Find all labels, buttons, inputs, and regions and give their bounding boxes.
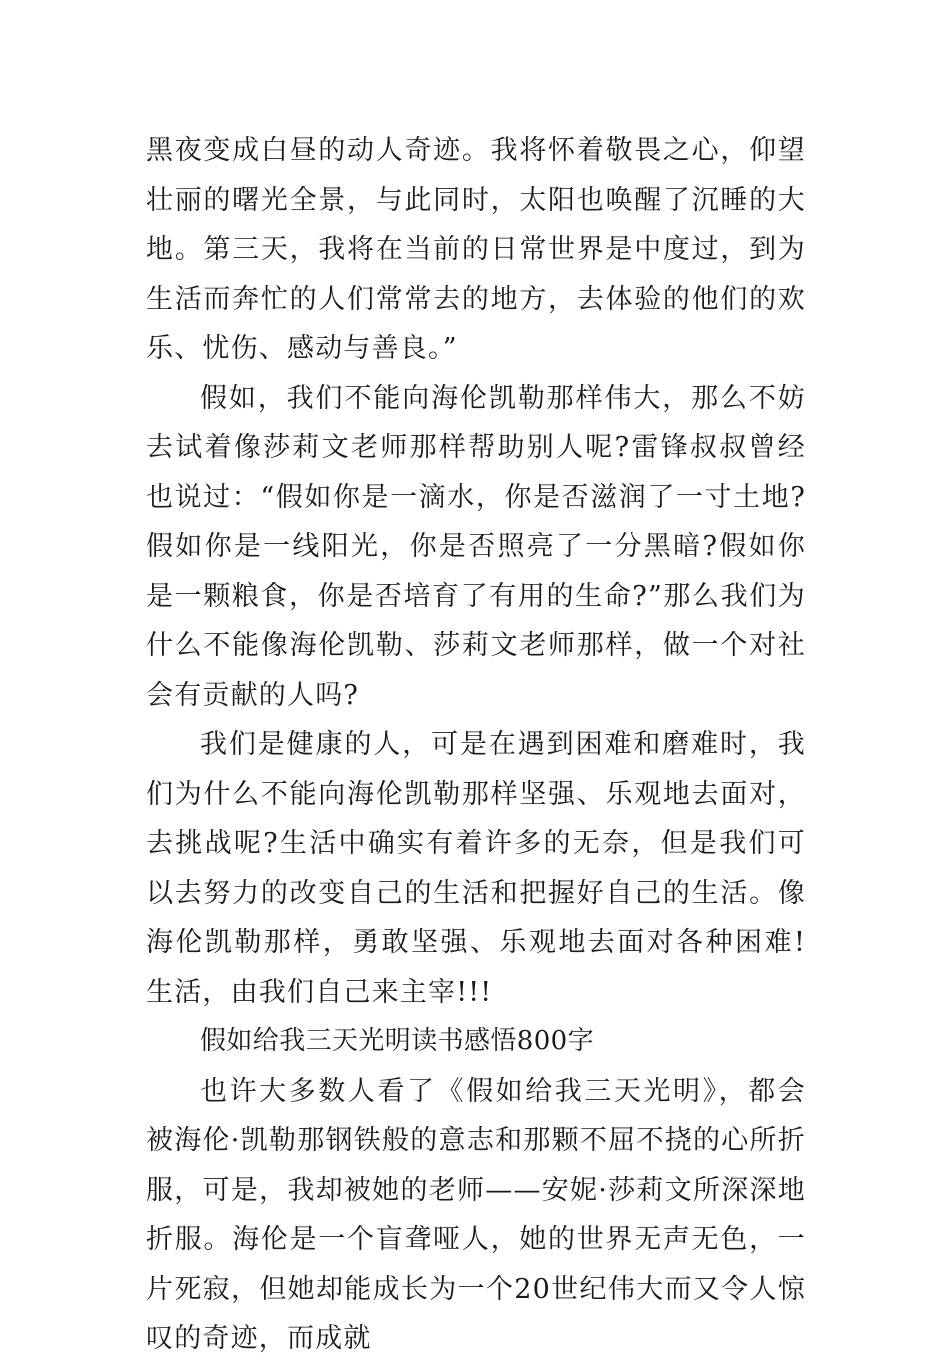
section-title: 假如给我三天光明读书感悟800字 bbox=[200, 1026, 595, 1056]
document-body bbox=[146, 126, 806, 1364]
paragraph-reading-reflection: 也许大多数人看了《假如给我三天光明》，都会被海伦·凯勒那钢铁般的意志和那颗不屈不挠的心所折服，可是，我却被她的老师——安妮·莎莉文所深深地折服。海伦是一个盲聋哑人，她的世界无声无色，一片死寂，但她却能成长为一个20世纪伟大而又令人惊叹的奇迹，而成就 bbox=[146, 1075, 806, 1354]
paragraph-facing-difficulties: 我们是健康的人，可是在遇到困难和磨难时，我们为什么不能向海伦凯勒那样坚强、乐观地去面对，去挑战呢?生活中确实有着许多的无奈，但是我们可以去努力的改变自己的生活和把握好自己的生活。像海伦凯勒那样，勇敢坚强、乐观地去面对各种困难!生活，由我们自己来主宰!!! bbox=[146, 729, 806, 1008]
paragraph-helping-others: 假如，我们不能向海伦凯勒那样伟大，那么不妨去试着像莎莉文老师那样帮助别人呢?雷锋叔叔曾经也说过：“假如你是一滴水，你是否滋润了一寸土地?假如你是一线阳光，你是否照亮了一分黑暗?假如你是一颗粮食，你是否培育了有用的生命?”那么我们为什么不能像海伦凯勒、莎莉文老师那样，做一个对社会有贡献的人吗? bbox=[146, 382, 806, 711]
paragraph-continued: 黑夜变成白昼的动人奇迹。我将怀着敬畏之心，仰望壮丽的曙光全景，与此同时，太阳也唤醒了沉睡的大地。第三天，我将在当前的日常世界是中度过，到为生活而奔忙的人们常常去的地方，去体验的他们的欢乐、忧伤、感动与善良。” bbox=[146, 135, 806, 364]
